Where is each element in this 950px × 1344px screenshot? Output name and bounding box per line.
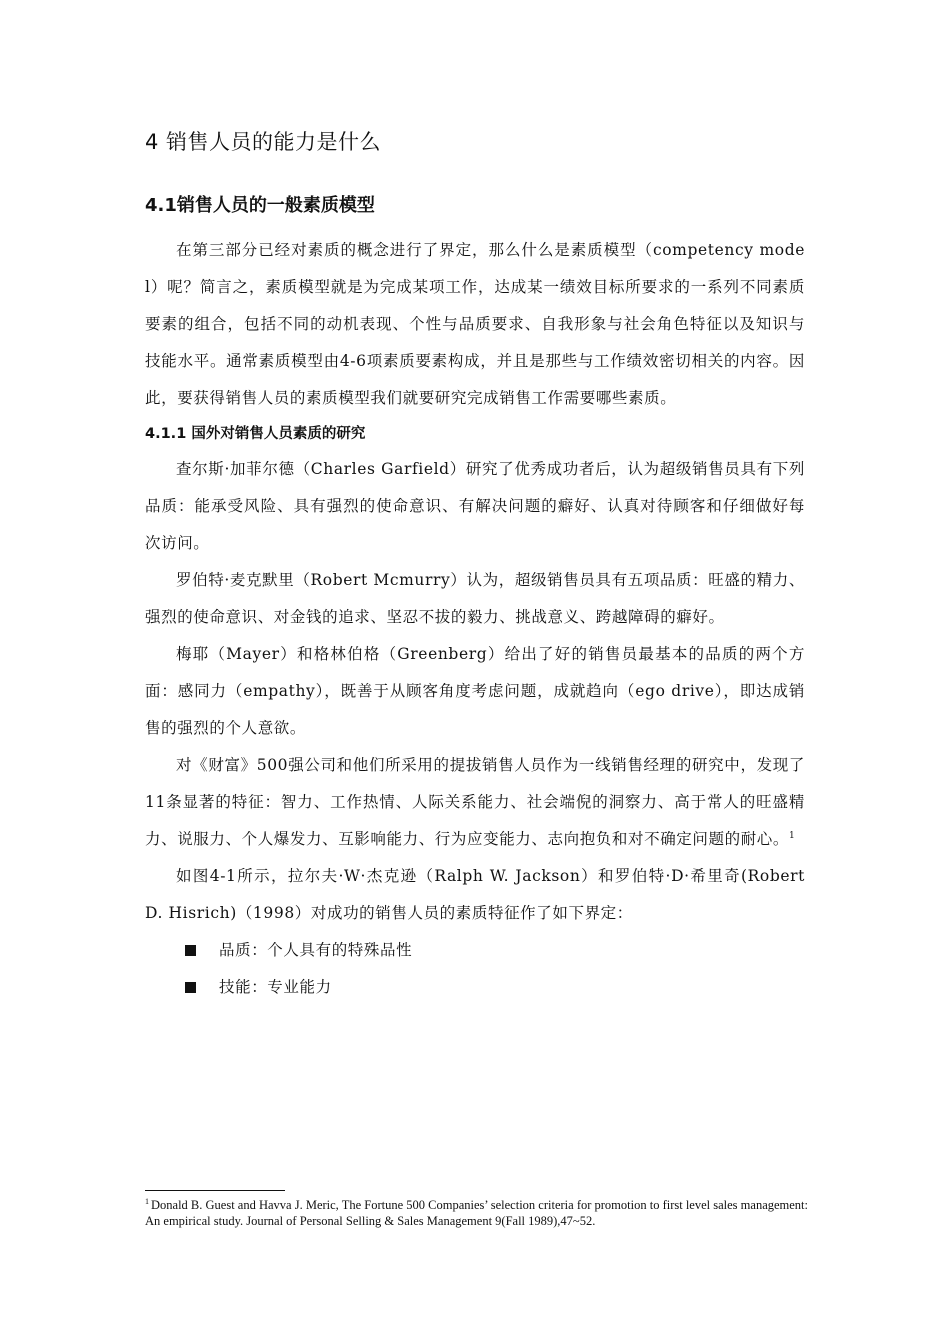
square-bullet-icon <box>185 982 196 993</box>
footnote-reference[interactable]: 1 <box>789 830 796 841</box>
fortune-paragraph-text: 对《财富》500强公司和他们所采用的提拔销售人员作为一线销售经理的研究中，发现了11条显著的特征：智力、工作热情、人际关系能力、社会端倪的洞察力、高于常人的旺盛精力、说服力、个人爆发力、互影响能力、行为应变能力、志向抱负和对不确定问题的耐心。 <box>145 756 805 848</box>
subsection-heading: 4.1.1 国外对销售人员素质的研究 <box>145 426 366 442</box>
footnote-text: Donald B. Guest and Havva J. Meric, The Fortune 500 Companies’ selection criteria for promotion to first level sales management: An empirical study. Journal of Personal Selling & Sales Management 9(Fall 1989),47~52. <box>145 1198 809 1228</box>
footnote-divider <box>145 1190 285 1191</box>
trait-list <box>145 932 805 1006</box>
list-item <box>145 932 805 969</box>
list-item <box>145 969 805 1006</box>
list-item-text: 品质：个人具有的特殊品性 <box>219 941 413 959</box>
fortune-paragraph <box>145 747 805 858</box>
section-heading: 4.1销售人员的一般素质模型 <box>145 195 375 216</box>
chapter-heading: 4 销售人员的能力是什么 <box>145 130 382 154</box>
page-body <box>145 124 805 1006</box>
mcmurry-paragraph: 罗伯特·麦克默里（Robert Mcmurry）认为，超级销售员具有五项品质：旺盛的精力、强烈的使命意识、对金钱的追求、坚忍不拔的毅力、挑战意义、跨越障碍的癖好。 <box>145 571 805 626</box>
intro-paragraph: 在第三部分已经对素质的概念进行了界定，那么什么是素质模型（competency model）呢？简言之，素质模型就是为完成某项工作，达成某一绩效目标所要求的一系列不同素质要素的组合，包括不同的动机表现、个性与品质要求、自我形象与社会角色特征以及知识与技能水平。通常素质模型由4-6项素质要素构成，并且是那些与工作绩效密切相关的内容。因此，要获得销售人员的素质模型我们就要研究完成销售工作需要哪些素质。 <box>145 241 805 407</box>
footnote <box>145 1197 815 1229</box>
footnote-mark: 1 <box>145 1196 149 1206</box>
square-bullet-icon <box>185 945 196 956</box>
garfield-paragraph: 查尔斯·加菲尔德（Charles Garfield）研究了优秀成功者后，认为超级销售员具有下列品质：能承受风险、具有强烈的使命意识、有解决问题的癖好、认真对待顾客和仔细做好每次访问。 <box>145 460 805 552</box>
jackson-paragraph: 如图4-1所示，拉尔夫·W·杰克逊（Ralph W. Jackson）和罗伯特·D·希里奇(Robert D. Hisrich)（1998）对成功的销售人员的素质特征作了如下界定： <box>145 867 805 922</box>
list-item-text: 技能：专业能力 <box>219 978 332 996</box>
mayer-paragraph: 梅耶（Mayer）和格林伯格（Greenberg）给出了好的销售员最基本的品质的两个方面：感同力（empathy），既善于从顾客角度考虑问题，成就趋向（ego drive），即达成销售的强烈的个人意欲。 <box>145 645 805 737</box>
